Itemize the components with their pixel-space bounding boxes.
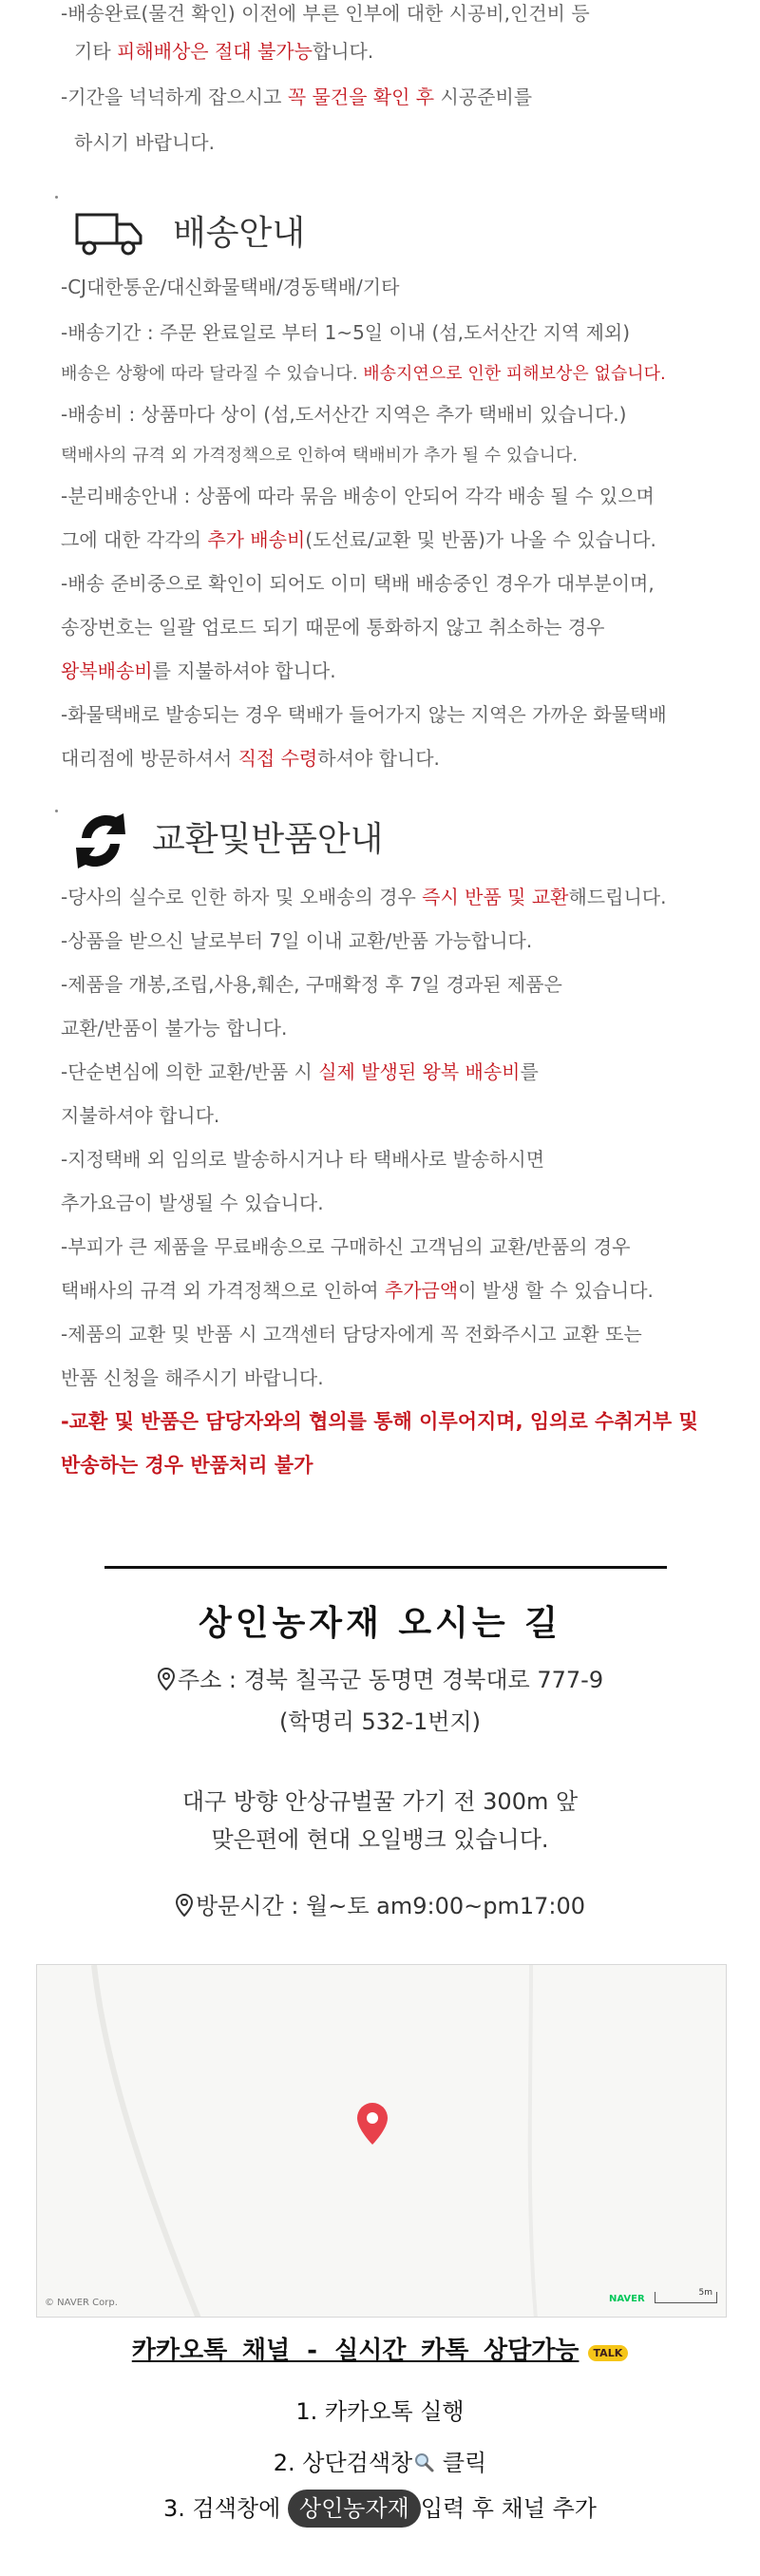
kakao-talk-icon: TALK [588, 2345, 629, 2361]
exchange-line-9: -부피가 큰 제품을 무료배송으로 구매하신 고객님의 교환/반품의 경우 [61, 1235, 631, 1258]
exchange-title: 교환및반품안내 [152, 820, 384, 859]
section-divider [104, 1566, 667, 1569]
truck-icon [74, 209, 146, 257]
exchange-line-8: 추가요금이 발생될 수 있습니다. [61, 1192, 324, 1214]
shipping-line-12: 대리점에 방문하셔서 직접 수령하셔야 합니다. [61, 747, 440, 770]
shipping-line-4: -배송비 : 상품마다 상이 (섬,도서산간 지역은 추가 택배비 있습니다.) [61, 403, 627, 426]
shipping-line-9: 송장번호는 일괄 업로드 되기 때문에 통화하지 않고 취소하는 경우 [61, 616, 605, 639]
shipping-line-2: -배송기간 : 주문 완료일로 부터 1~5일 이내 (섬,도서산간 지역 제외) [61, 321, 631, 344]
address-sub: (학명리 532-1번지) [278, 1708, 481, 1735]
exchange-warning-line-1: -교환 및 반품은 담당자와의 협의를 통해 이루어지며, 임의로 수취거부 및 [61, 1410, 698, 1433]
shipping-title: 배송안내 [173, 214, 306, 253]
directions-desc-1: 대구 방향 안상규벌꿀 가기 전 300m 앞 [181, 1788, 579, 1815]
kakao-title: 카카오톡 채널 - 실시간 카톡 상담가능 [131, 2337, 580, 2365]
exchange-line-2: -상품을 받으신 날로부터 7일 이내 교환/반품 가능합니다. [61, 929, 533, 952]
notice-line-4: 하시기 바랍니다. [74, 131, 215, 154]
notice-line-1: -배송완료(물건 확인) 이전에 부른 인부에 대한 시공비,인건비 등 [61, 2, 590, 25]
section-dot [55, 810, 58, 812]
directions-title: 상인농자재 오시는 길 [198, 1604, 562, 1643]
shipping-line-11: -화물택배로 발송되는 경우 택배가 들어가지 않는 지역은 가까운 화물택배 [61, 703, 667, 726]
exchange-line-5: -단순변심에 의한 교환/반품 시 실제 발생된 왕복 배송비를 [61, 1060, 539, 1083]
map-pin-icon[interactable] [356, 2102, 389, 2146]
kakao-title-row [0, 2331, 760, 2366]
naver-logo[interactable]: NAVER [609, 2294, 645, 2304]
section-dot [55, 196, 58, 199]
shipping-line-1: -CJ대한통운/대신화물택배/경동택배/기타 [61, 276, 400, 298]
exchange-line-4: 교환/반품이 불가능 합니다. [61, 1017, 288, 1040]
exchange-line-7: -지정택배 외 임의로 발송하시거나 타 택배사로 발송하시면 [61, 1148, 545, 1171]
exchange-line-12: 반품 신청을 해주시기 바랍니다. [61, 1366, 324, 1389]
shipping-line-7: 그에 대한 각각의 추가 배송비(도선료/교환 및 반품)가 나올 수 있습니다. [61, 528, 656, 551]
exchange-line-1: -당사의 실수로 인한 하자 및 오배송의 경우 즉시 반품 및 교환해드립니다. [61, 886, 667, 908]
address-line: 주소 : 경북 칠곡군 동명면 경북대로 777-9 [0, 1661, 760, 1696]
exchange-line-6: 지불하셔야 합니다. [61, 1104, 220, 1127]
exchange-warning-line-2: 반송하는 경우 반품처리 불가 [61, 1454, 314, 1477]
shipping-line-10: 왕복배송비를 지불하셔야 합니다. [61, 659, 336, 682]
shipping-line-8: -배송 준비중으로 확인이 되어도 이미 택배 배송중인 경우가 대부분이며, [61, 572, 655, 595]
location-pin-icon [175, 1894, 194, 1922]
map-scale-bar [655, 2288, 717, 2303]
kakao-step-3: 3. 검색창에 상인농자재 입력 후 채널 추가 [0, 2490, 760, 2528]
search-term-pill: 상인농자재 [288, 2490, 421, 2528]
shipping-line-3: 배송은 상황에 따라 달라질 수 있습니다. 배송지연으로 인한 피해보상은 없습니다. [61, 364, 666, 384]
shipping-line-5: 택배사의 규격 외 가격정책으로 인하여 택배비가 추가 될 수 있습니다. [61, 446, 579, 466]
notice-line-2: 기타 피해배상은 절대 불가능합니다. [74, 40, 374, 63]
exchange-arrows-icon [74, 810, 127, 872]
location-pin-icon [157, 1668, 176, 1696]
map-scale-label: 5m [698, 2288, 712, 2298]
map-copyright: © NAVER Corp. [45, 2298, 118, 2308]
kakao-step-1: 1. 카카오톡 실행 [295, 2398, 465, 2425]
naver-map[interactable] [36, 1964, 727, 2318]
shipping-line-6: -분리배송안내 : 상품에 따라 묶음 배송이 안되어 각각 배송 될 수 있으며 [61, 485, 655, 507]
notice-line-3: -기간을 넉넉하게 잡으시고 꼭 물건을 확인 후 시공준비를 [61, 86, 533, 108]
hours-line: 방문시간 : 월~토 am9:00~pm17:00 [0, 1887, 760, 1922]
exchange-line-10: 택배사의 규격 외 가격정책으로 인하여 추가금액이 발생 할 수 있습니다. [61, 1279, 654, 1302]
directions-desc-2: 맞은편에 현대 오일뱅크 있습니다. [211, 1826, 549, 1853]
exchange-line-3: -제품을 개봉,조립,사용,훼손, 구매확정 후 7일 경과된 제품은 [61, 973, 562, 996]
exchange-line-11: -제품의 교환 및 반품 시 고객센터 담당자에게 꼭 전화주시고 교환 또는 [61, 1323, 642, 1345]
kakao-step-2: 2. 상단검색창 클릭 [0, 2444, 760, 2479]
magnifier-icon [412, 2451, 435, 2479]
